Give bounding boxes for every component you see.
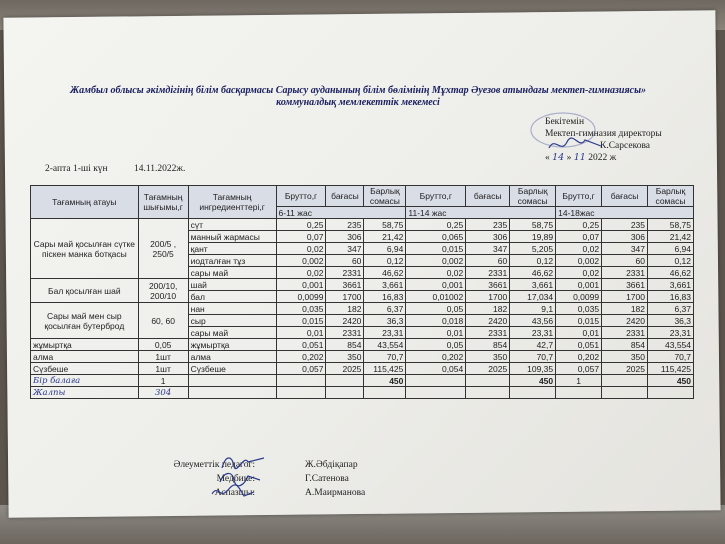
table-cell: 0,02	[556, 243, 602, 255]
table-cell: 19,89	[510, 231, 556, 243]
table-cell	[466, 375, 510, 387]
table-cell: 0,12	[648, 255, 694, 267]
table-row	[31, 387, 694, 399]
table-cell: 0,12	[364, 255, 406, 267]
table-cell: 0,015	[406, 243, 466, 255]
table-cell: 0,05	[406, 339, 466, 351]
total-handwritten-label: Бір балаға	[31, 375, 139, 387]
table-cell: 854	[326, 339, 364, 351]
table-cell: 0,018	[406, 315, 466, 327]
children-count: 304	[138, 387, 188, 399]
table-cell: 43,554	[364, 339, 406, 351]
table-cell: 235	[466, 219, 510, 231]
table-cell: 182	[466, 303, 510, 315]
table-cell: 0,057	[556, 363, 602, 375]
total-portion: 1	[138, 375, 188, 387]
header-total-3: Барлық сомасы	[648, 186, 694, 207]
table-cell: 0,054	[406, 363, 466, 375]
dateline	[45, 164, 209, 174]
table-row	[31, 303, 694, 315]
ingredient-name: шай	[188, 279, 276, 291]
dish-portion: 60, 60	[138, 303, 188, 339]
header-portion: Тағамның шығымы,г	[138, 186, 188, 219]
table-cell: 0,051	[276, 339, 326, 351]
table-cell	[326, 387, 364, 399]
table-cell: 854	[602, 339, 648, 351]
approval-name: К.Сарсекова	[600, 141, 651, 151]
table-cell: 0,015	[276, 315, 326, 327]
table-cell: 0,057	[276, 363, 326, 375]
table-cell	[556, 387, 602, 399]
ingredient-name: сары май	[188, 267, 276, 279]
dish-portion: 200/10, 200/10	[138, 279, 188, 303]
header-brutto-3: Брутто,г	[556, 186, 602, 207]
table-cell: 0,01	[406, 327, 466, 339]
table-cell: 0,02	[276, 267, 326, 279]
single-dishes	[31, 339, 694, 375]
table-cell: 0,01	[556, 327, 602, 339]
table-cell	[510, 387, 556, 399]
table-cell: 0,001	[406, 279, 466, 291]
table-cell: 0,202	[406, 351, 466, 363]
table-cell: 42,7	[510, 339, 556, 351]
table-cell	[602, 387, 648, 399]
table-cell: 2331	[466, 267, 510, 279]
staff-name: Ж.Әбдіқапар	[305, 460, 358, 470]
signature-icon	[208, 482, 258, 504]
header-line-1: Жамбыл облысы әкімдігінің білім басқармасы Сарысу ауданының білім бөлімінің Мұхтар Әуезов атындағы мектеп-гимназиясы»	[69, 85, 647, 96]
dish-name: Сары май мен сыр қосылған бутерброд	[31, 303, 139, 339]
table-cell	[188, 375, 276, 387]
table-cell: 2420	[466, 315, 510, 327]
table-cell: 46,62	[364, 267, 406, 279]
header-ingredients: Тағамның ингредиенттері,г	[188, 186, 276, 219]
age-group-3: 14-18жас	[556, 207, 694, 219]
table-cell: 182	[602, 303, 648, 315]
dish-name: жұмыртқа	[31, 339, 139, 351]
table-cell: 2025	[326, 363, 364, 375]
table-cell: 23,31	[364, 327, 406, 339]
table-cell: 0,202	[276, 351, 326, 363]
approval-date-day: 14	[552, 152, 565, 163]
staff-name: А.Маирманова	[305, 488, 366, 498]
approval-date-month: 11	[573, 152, 586, 163]
table-cell: 306	[466, 231, 510, 243]
table-cell: 6,37	[648, 303, 694, 315]
header-name: Тағамның атауы	[31, 186, 139, 219]
ingredient-name: сүт	[188, 219, 276, 231]
dish-name: Бал қосылған шай	[31, 279, 139, 303]
table-cell: 2025	[602, 363, 648, 375]
table-cell: 347	[466, 243, 510, 255]
table-cell: 21,42	[364, 231, 406, 243]
approval-date-mid: »	[566, 153, 572, 163]
table-cell: 21,42	[648, 231, 694, 243]
table-cell: 0,065	[406, 231, 466, 243]
table-cell: 70,7	[364, 351, 406, 363]
table-cell: 854	[466, 339, 510, 351]
table-cell: 17,034	[510, 291, 556, 303]
menu-date: 14.11.2022ж.	[134, 164, 186, 174]
approval-position: Мектеп-гимназия директоры	[545, 129, 662, 139]
table-cell: 0,25	[556, 219, 602, 231]
table-cell: 2331	[326, 267, 364, 279]
round-stamp-icon	[528, 110, 598, 150]
table-cell: 60	[602, 255, 648, 267]
table-row	[31, 351, 694, 363]
table-cell: 0,035	[276, 303, 326, 315]
table-cell: 70,7	[648, 351, 694, 363]
table-cell: 347	[602, 243, 648, 255]
table-cell: 2331	[602, 267, 648, 279]
table-row	[31, 279, 694, 291]
approval-date-suffix: 2022 ж	[588, 153, 617, 163]
staff-role: Әлеуметтік педагог:	[173, 460, 255, 470]
header-total-1: Барлық сомасы	[364, 186, 406, 207]
table-cell	[364, 387, 406, 399]
table-cell: 2331	[466, 327, 510, 339]
table-header-row	[31, 186, 694, 207]
table-cell: 350	[466, 351, 510, 363]
table-cell: 5,205	[510, 243, 556, 255]
table-cell: 58,75	[364, 219, 406, 231]
table-cell: 16,83	[364, 291, 406, 303]
total-age-3: 450	[648, 375, 694, 387]
table-cell: 0,07	[556, 231, 602, 243]
table-cell: 0,02	[556, 267, 602, 279]
dish-sandwich	[31, 303, 694, 339]
table-cell: 115,425	[364, 363, 406, 375]
header-brutto-2: Брутто,г	[406, 186, 466, 207]
table-row	[31, 339, 694, 351]
dish-name: Сары май қосылған сүтке піскен манка ботқасы	[31, 219, 139, 279]
week-day: 2-апта 1-ші күн	[45, 164, 108, 174]
table-cell: 23,31	[648, 327, 694, 339]
table-cell: 0,02	[276, 243, 326, 255]
table-cell: 6,94	[364, 243, 406, 255]
table-cell: 23,31	[510, 327, 556, 339]
table-cell: алма	[188, 351, 276, 363]
table-cell: 36,3	[648, 315, 694, 327]
table-cell: 60	[326, 255, 364, 267]
total-age-1: 450	[364, 375, 406, 387]
table-cell: 0,25	[276, 219, 326, 231]
table-cell: 306	[326, 231, 364, 243]
table-cell: 3,661	[364, 279, 406, 291]
table-cell: 3,661	[648, 279, 694, 291]
header-price-3: бағасы	[602, 186, 648, 207]
table-cell: 2331	[326, 327, 364, 339]
table-cell: 1шт	[138, 363, 188, 375]
table-cell: 0,035	[556, 303, 602, 315]
approval-title: Бекітемін	[545, 117, 585, 127]
table-cell: 2331	[602, 327, 648, 339]
dish-porridge	[31, 219, 694, 279]
table-cell: 6,37	[364, 303, 406, 315]
table-cell	[406, 387, 466, 399]
table-cell: 2420	[602, 315, 648, 327]
table-row	[31, 219, 694, 231]
table-cell: 2420	[326, 315, 364, 327]
ingredient-name: нан	[188, 303, 276, 315]
table-cell: 1700	[326, 291, 364, 303]
table-cell: 0,01002	[406, 291, 466, 303]
table-cell: 0,002	[406, 255, 466, 267]
document-header	[28, 85, 688, 109]
table-cell: 3661	[326, 279, 364, 291]
table-cell	[276, 375, 326, 387]
staff-name: Г.Сатенова	[305, 474, 349, 484]
table-cell: 6,94	[648, 243, 694, 255]
table-cell: 58,75	[510, 219, 556, 231]
table-cell: 0,0099	[276, 291, 326, 303]
table-cell	[276, 387, 326, 399]
table-cell	[602, 375, 648, 387]
header-line-2: коммуналдық мемлекеттік мекемесі	[276, 97, 440, 108]
table-cell	[406, 375, 466, 387]
table-cell: 0,202	[556, 351, 602, 363]
table-cell: 1700	[602, 291, 648, 303]
table-cell	[648, 387, 694, 399]
table-cell: 235	[326, 219, 364, 231]
table-cell: 0,001	[556, 279, 602, 291]
table-cell: 306	[602, 231, 648, 243]
table-cell: 0,051	[556, 339, 602, 351]
age-group-1: 6-11 жас	[276, 207, 406, 219]
table-cell: 0,01	[276, 327, 326, 339]
table-cell: 0,07	[276, 231, 326, 243]
dish-name: алма	[31, 351, 139, 363]
table-cell: 0,05	[138, 339, 188, 351]
table-cell: 109,35	[510, 363, 556, 375]
table-cell: 0,0099	[556, 291, 602, 303]
table-cell: 1шт	[138, 351, 188, 363]
table-cell: 16,83	[648, 291, 694, 303]
ingredient-name: иодталған тұз	[188, 255, 276, 267]
table-cell: 0,001	[276, 279, 326, 291]
table-cell: 350	[326, 351, 364, 363]
dish-portion: 200/5 , 250/5	[138, 219, 188, 279]
table-cell: 0,05	[406, 303, 466, 315]
signature-space	[259, 486, 299, 500]
table-cell: 0,12	[510, 255, 556, 267]
table-cell: 0,02	[406, 267, 466, 279]
table-cell: 3661	[466, 279, 510, 291]
header-brutto-1: Брутто,г	[276, 186, 326, 207]
ingredient-name: бал	[188, 291, 276, 303]
table-cell	[466, 387, 510, 399]
staff-role: Аспазшы:	[214, 488, 255, 498]
age-group-2: 11-14 жас	[406, 207, 556, 219]
signature-space	[259, 472, 299, 486]
table-row	[31, 375, 694, 387]
total-portion-3: 1	[556, 375, 602, 387]
table-cell: жұмыртқа	[188, 339, 276, 351]
table-cell: 36,3	[364, 315, 406, 327]
header-price-1: бағасы	[326, 186, 364, 207]
table-cell: 347	[326, 243, 364, 255]
ingredient-name: қант	[188, 243, 276, 255]
ingredient-name: сары май	[188, 327, 276, 339]
table-cell: 0,25	[406, 219, 466, 231]
dish-tea	[31, 279, 694, 303]
header-total-2: Барлық сомасы	[510, 186, 556, 207]
ingredient-name: сыр	[188, 315, 276, 327]
table-cell	[188, 387, 276, 399]
ingredient-name: манный жармасы	[188, 231, 276, 243]
staff-role: Медбике:	[216, 474, 255, 484]
table-cell: 182	[326, 303, 364, 315]
table-cell: 60	[466, 255, 510, 267]
table-cell: Сүзбеше	[188, 363, 276, 375]
dish-name: Сүзбеше	[31, 363, 139, 375]
count-handwritten-label: Жалпы	[31, 387, 139, 399]
table-cell: 0,015	[556, 315, 602, 327]
total-age-2: 450	[510, 375, 556, 387]
table-row	[31, 363, 694, 375]
table-cell: 43,56	[510, 315, 556, 327]
table-cell: 9,1	[510, 303, 556, 315]
table-cell: 0,002	[276, 255, 326, 267]
table-cell: 3,661	[510, 279, 556, 291]
table-cell: 2025	[466, 363, 510, 375]
table-cell: 3661	[602, 279, 648, 291]
table-cell: 58,75	[648, 219, 694, 231]
table-cell	[326, 375, 364, 387]
table-cell: 115,425	[648, 363, 694, 375]
approval-date-prefix: «	[545, 153, 550, 163]
table-cell: 235	[602, 219, 648, 231]
menu-table	[30, 185, 694, 399]
table-cell: 43,554	[648, 339, 694, 351]
table-cell: 350	[602, 351, 648, 363]
table-cell: 1700	[466, 291, 510, 303]
table-cell: 70,7	[510, 351, 556, 363]
table-cell: 0,002	[556, 255, 602, 267]
table-cell: 46,62	[648, 267, 694, 279]
header-price-2: бағасы	[466, 186, 510, 207]
table-cell: 46,62	[510, 267, 556, 279]
